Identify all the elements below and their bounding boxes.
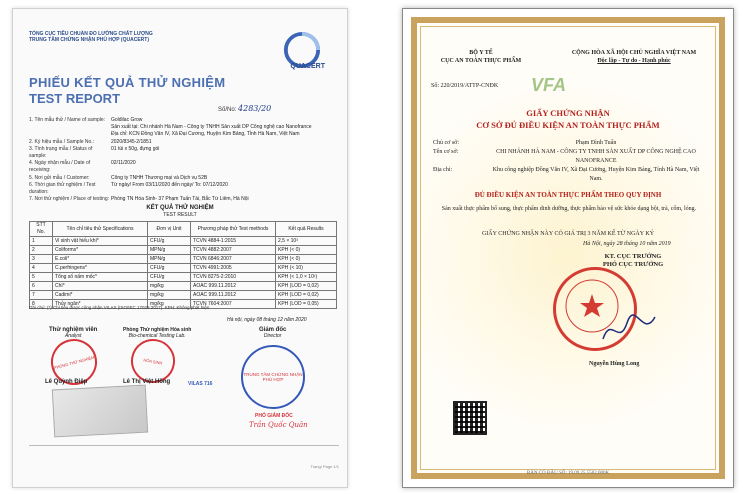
table-row: [30, 237, 337, 246]
table-row: [30, 255, 337, 264]
info-value: Phòng TN Hóa Sinh- 37 Phạm Tuấn Tài, Bắc Từ Liêm, Hà Nội: [111, 196, 249, 203]
document-code: BÁN CÓ ĐẦU SỐ: 19.09.25.5502.000K: [526, 471, 610, 476]
info-row: [29, 139, 339, 146]
nation-header: [559, 49, 709, 65]
lab-title: Phòng Thử nghiệm Hóa sinh: [123, 327, 192, 333]
cell: KPH (< 10): [276, 264, 337, 273]
sample-info: [29, 117, 339, 203]
cell: 2: [30, 246, 53, 255]
cell: KPH (LOD = 0,05): [276, 300, 337, 309]
qr-code-icon: [453, 401, 487, 435]
info-row: [29, 117, 339, 124]
cell: Chì*: [53, 282, 148, 291]
field-value: CHI NHÁNH HÀ NAM - CÔNG TY TNHH SẢN XUẤT DP CÔNG NGHỆ CAO NANOFRANCE: [496, 149, 696, 164]
field-label: Địa chỉ:: [433, 167, 453, 173]
logo-text: QUACERT: [290, 63, 325, 70]
cell: TCVN 4882:2007: [191, 246, 276, 255]
signature-director: [259, 327, 286, 339]
header-line-2: TRUNG TÂM CHỨNG NHẬN PHÙ HỢP (QUACERT): [29, 37, 149, 43]
deputy-director-title: PHÓ GIÁM ĐỐC: [255, 413, 293, 419]
report-title-vn: PHIẾU KẾT QUẢ THỬ NGHIỆM: [29, 75, 226, 90]
table-row: [30, 282, 337, 291]
agency-header: [421, 49, 541, 65]
field-label: Chủ cơ sở:: [433, 140, 460, 146]
cell: KPH (< 0): [276, 246, 337, 255]
cell: Thủy ngân*: [53, 300, 148, 309]
nation-line-2: Độc lập - Tự do - Hạnh phúc: [597, 58, 671, 64]
info-key: 4. Ngày nhận mẫu / Date of receiving:: [29, 160, 91, 174]
cell: MPN/g: [148, 246, 191, 255]
signature-analyst: [49, 327, 97, 339]
header-line-1: TỔNG CỤC TIÊU CHUẨN ĐO LƯỜNG CHẤT LƯỢNG: [29, 31, 153, 37]
table-row: [30, 291, 337, 300]
table-row: [30, 264, 337, 273]
certificate-number: Số: 220/2019/ATTP-CNĐK: [431, 83, 499, 89]
certificate-date: Hà Nội, ngày 28 tháng 10 năm 2019: [583, 241, 671, 247]
signer-title-1: KT. CỤC TRƯỞNG: [604, 253, 662, 260]
cell: CFU/g: [148, 273, 191, 282]
deputy-director-name: Trần Quốc Quân: [249, 421, 308, 429]
director-title: Giám đốc: [259, 327, 287, 333]
results-table: [29, 221, 337, 309]
info-key: 7. Nơi thử nghiệm / Place of testing:: [29, 196, 109, 203]
cell: Cadimi*: [53, 291, 148, 300]
info-value: Công ty TNHH Thương mại và Dịch vụ 52B: [111, 174, 208, 181]
field-row: [433, 166, 703, 184]
cell: 3: [30, 255, 53, 264]
info-key: [29, 131, 111, 138]
stamp-center-text: HÓA SINH: [143, 356, 163, 366]
info-row: [29, 146, 339, 160]
cell: MPN/g: [148, 255, 191, 264]
report-date: Hà nội, ngày 08 tháng 12 năm 2020: [227, 317, 307, 323]
info-key: 5. Nơi gửi mẫu / Customer:: [29, 174, 90, 181]
info-key: 1. Tên mẫu thử / Name of sample:: [29, 117, 106, 123]
info-value: 02/11/2020: [111, 160, 136, 167]
info-value: Địa chỉ: KCN Đồng Văn IV, Xã Đại Cương, Huyện Kim Bảng, Tỉnh Hà Nam, Việt Nam: [111, 131, 300, 138]
cell: CFU/g: [148, 264, 191, 273]
cell: CFU/g: [148, 237, 191, 246]
analyst-title: Thử nghiệm viên: [49, 327, 98, 333]
report-footer: [29, 445, 339, 470]
table-row: [30, 273, 337, 282]
signer-title-2: PHÓ CỤC TRƯỞNG: [602, 261, 664, 268]
cell: 1: [30, 237, 53, 246]
info-row: [29, 182, 339, 196]
col-header: Tên chỉ tiêu thử Specifications: [53, 222, 148, 237]
vfa-watermark: VFA: [531, 75, 567, 95]
cell: TCVN 7604:2007: [191, 300, 276, 309]
col-header: Phương pháp thử Test methods: [191, 222, 276, 237]
cell: mg/kg: [148, 282, 191, 291]
nation-line-1: CỘNG HÒA XÃ HỘI CHỦ NGHĨA VIỆT NAM: [571, 50, 697, 56]
cell: Tổng số nấm mốc*: [53, 273, 148, 282]
certificate-title: [403, 107, 733, 131]
scope-text: Sản xuất thực phẩm bổ sung, thực phẩm dinh dưỡng, thực phẩm bảo vệ sức khỏe dạng bột, trà, cốm, lỏng.: [441, 206, 697, 212]
stamp-left-text: PHÒNG THỬ NGHIỆM: [53, 354, 95, 370]
cell: KPH (LOD = 0,02): [276, 282, 337, 291]
field-label: Tên cơ sở:: [433, 149, 459, 155]
cell: 2,5 × 10³: [276, 237, 337, 246]
validity-text: GIẤY CHỨNG NHẬN NÀY CÓ GIÁ TRỊ 3 NĂM KỂ TỪ NGÀY KÝ: [481, 231, 655, 237]
analyst-name: Lê Quỳnh Điệp: [45, 379, 88, 385]
field-value: Phạm Đình Tuấn: [575, 140, 617, 146]
cell: C.perfringens*: [53, 264, 148, 273]
info-key: 3. Tình trạng mẫu / Status of sample:: [29, 145, 93, 160]
cell: AOAC 999.11.2012: [191, 282, 276, 291]
cell: Vi sinh vật hiếu khí*: [53, 237, 148, 246]
page-number: Trang/ Page 1/1: [310, 464, 339, 469]
cell: KPH (< 1,0 × 10¹): [276, 273, 337, 282]
cell: E.coli*: [53, 255, 148, 264]
vilas-label: VILAS 716: [188, 381, 213, 387]
facility-fields: [433, 139, 703, 184]
cell: 5: [30, 273, 53, 282]
signature-scribble-icon: [599, 309, 659, 349]
serial-value: 4283/20: [238, 104, 272, 113]
info-key: 6. Thời gian thử nghiệm / Test duration:: [29, 181, 96, 196]
result-title-en: TEST RESULT: [163, 212, 197, 218]
info-key: 2. Ký hiệu mẫu / Sample No.:: [29, 138, 95, 145]
info-value: Từ ngày/ From 03/11/2020 đến ngày/ To: 07/12/2020: [111, 181, 228, 188]
test-report-document: [12, 8, 348, 488]
director-title-en: Director: [263, 333, 282, 339]
result-title-vn: KẾT QUẢ THỬ NGHIỆM: [146, 205, 214, 211]
lab-title-en: Bio-chemical Testing Lab.: [128, 333, 186, 339]
agency-line-1: BỘ Y TẾ: [469, 50, 493, 56]
product-package-image: [52, 385, 148, 438]
info-row: [29, 196, 339, 203]
cell: KPH (< 0): [276, 255, 337, 264]
cell: KPH (LOD = 0,02): [276, 291, 337, 300]
field-row: [433, 148, 703, 166]
certificate-title-line-2: CƠ SỞ ĐỦ ĐIỀU KIỆN AN TOÀN THỰC PHẨM: [476, 120, 660, 130]
info-row: [29, 175, 339, 182]
cell: 6: [30, 282, 53, 291]
signature-lab: [123, 327, 191, 339]
director-stamp: [241, 345, 305, 409]
col-header: Đơn vị Unit: [148, 222, 191, 237]
certificate-title-line-1: GIẤY CHỨNG NHẬN: [526, 108, 610, 118]
cell: mg/kg: [148, 291, 191, 300]
info-value: 2020/8345-2/1851: [111, 138, 152, 145]
signer-titles: [563, 253, 703, 269]
col-header: STT No.: [30, 222, 53, 237]
cell: AOAC 999.11.2012: [191, 291, 276, 300]
info-value: Goldilac Grow: [111, 117, 143, 123]
report-title-en: TEST REPORT: [29, 91, 121, 106]
info-row: [29, 160, 339, 174]
lab-head-name: Lê Thị Việt Hồng: [123, 379, 171, 385]
signer-name: Nguyễn Hùng Long: [589, 361, 640, 367]
serial-number: [218, 104, 271, 113]
result-title: [13, 205, 347, 219]
cell: mg/kg: [148, 300, 191, 309]
agency-line-2: CỤC AN TOÀN THỰC PHẨM: [440, 58, 522, 64]
cell: TCVN 4991:2005: [191, 264, 276, 273]
cell: TCVN 8275-2:2010: [191, 273, 276, 282]
info-row: [29, 131, 339, 138]
cell: 8: [30, 300, 53, 309]
cell: TCVN 6846:2007: [191, 255, 276, 264]
col-header: Kết quả Results: [276, 222, 337, 237]
cell: Coliforms*: [53, 246, 148, 255]
cell: 7: [30, 291, 53, 300]
info-value: 01 túi x 50g, đựng gói: [111, 145, 160, 152]
cell: TCVN 4884-1:2015: [191, 237, 276, 246]
info-value: Sản xuất tại: Chi nhánh Hà Nam - Công ty TNHH Sản xuất DP Công nghệ cao Nanofrance: [111, 124, 312, 131]
analyst-title-en: Analyst: [64, 333, 82, 339]
table-row: [30, 246, 337, 255]
field-value: Khu công nghiệp Đồng Văn IV, Xã Đại Cương, Huyện Kim Bảng, Tỉnh Hà Nam, Việt Nam.: [492, 167, 700, 182]
info-key: [29, 124, 111, 131]
serial-label: Số/No:: [218, 107, 237, 113]
table-notes: Ghi chú: (*) Chỉ tiêu được công nhận VILAS (ISO/IEC 17025:2017). KPH: Không phát hiện: [29, 305, 210, 310]
table-header-row: [30, 222, 337, 237]
field-row: [433, 139, 703, 148]
stamp-right-text: TRUNG TÂM CHỨNG NHẬN PHÙ HỢP: [243, 372, 303, 382]
cell: 4: [30, 264, 53, 273]
eligibility-statement: ĐỦ ĐIỀU KIỆN AN TOÀN THỰC PHẨM THEO QUY ĐỊNH: [474, 191, 662, 199]
report-header: [29, 31, 153, 43]
food-safety-certificate: [402, 8, 734, 488]
